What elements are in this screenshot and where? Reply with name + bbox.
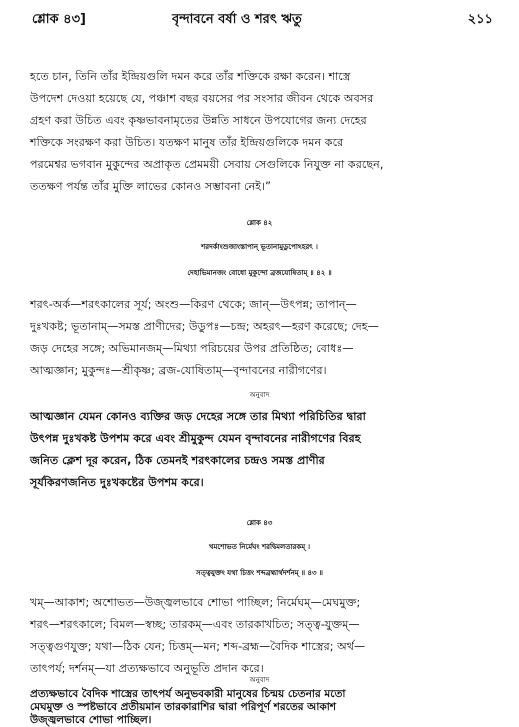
translation-line: সূর্যকিরণজনিত দুঃখকষ্টের উপশম করে।: [30, 476, 204, 489]
verse-text-line: সত্ত্বযুক্তং যথা চিত্তং শব্দব্রহ্মার্থদর্শনম্‌ ॥ ৪৩ ॥: [196, 569, 323, 577]
translation-line: প্রত্যক্ষভাবে বৈদিক শাস্ত্রের তাৎপর্য অনুভবকারী মানুষের চিন্ময় চেতনার মতো: [30, 688, 346, 700]
purport-line: গ্রহণ করা উচিত এবং কৃষ্ণভাবনামৃতের উন্নতি সাধনে উপযোগের জন্য দেহের: [30, 114, 367, 127]
page-number: ২১১: [467, 12, 493, 27]
header-chapter-title: বৃন্দাবনে বর্ষা ও শরৎ ঋতু: [172, 12, 302, 27]
synonyms-line: তাৎপর্য; দর্শনম্‌—যা প্রত্যক্ষভাবে অনুভূতি প্রদান করে।: [30, 662, 264, 675]
synonyms-line: শরৎ-অর্ক—শরৎকালের সূর্য; অংশু—কিরণ থেকে; জান্‌—উৎপন্ন; তাপান্‌—: [30, 298, 357, 311]
purport-line: হতে চান, তিনি তাঁর ইন্দ্রিয়গুলি দমন করে তাঁর শক্তিকে রক্ষা করেন। শাস্ত্রে: [30, 70, 351, 83]
synonyms-line: দুঃখকষ্ট; ভূতানাম্‌—সমস্ত প্রাণীদের; উডুপঃ—চন্দ্র; অহরৎ—হরণ করেছে; দেহ—: [30, 320, 379, 333]
purport-line: পরমেশ্বর ভগবান মুকুন্দের অপ্রাকৃত প্রেমময়ী সেবায় সেগুলিকে নিযুক্ত না করছেন,: [30, 158, 384, 171]
header-verse-ref: শ্লোক ৪৩]: [32, 12, 86, 27]
purport-line: শক্তিকে সংরক্ষণ করা উচিত। যতক্ষণ মানুষ তাঁর ইন্দ্রিয়গুলিকে দমন করে: [30, 136, 344, 149]
translation-heading: অনুবাদ: [249, 676, 270, 684]
verse-text-line: খমশোভত নির্মেঘং শরদ্বিমলতারকম্‌ ।: [208, 543, 311, 551]
synonyms-line: শরৎ—শরৎকালে; বিমল—স্বচ্ছ; তারকম্‌—এবং তারকাখচিত; সত্ত্ব-যুক্তম্‌—: [30, 618, 360, 631]
verse-text-line: দেহাভিমানজং বোধো মুকুন্দো ব্রজযোষিতাম্‌ ॥ ৪২ ॥: [187, 269, 332, 277]
purport-line: উপদেশ দেওয়া হয়েছে যে, পঞ্চাশ বছর বয়সের পর সংসার জীবন থেকে অবসর: [30, 92, 374, 105]
running-header: [32, 10, 493, 32]
verse-text-line: শরদর্কাংশুজাংস্তাপান্‌ ভূতানামুডুপোঽহরৎ ।: [201, 243, 318, 251]
translation-line: মেঘমুক্ত ও স্পষ্টভাবে প্রতীয়মান তারকারাশির দ্বারা পরিপূর্ণ শরতের আকাশ: [30, 701, 336, 713]
translation-heading: অনুবাদ: [249, 391, 270, 399]
verse-heading: শ্লোক ৪২: [246, 219, 273, 227]
synonyms-line: জড় দেহের সঙ্গে; অভিমানজম্‌—মিথ্যা পরিচয়ের উপর প্রতিষ্ঠিত; বোধঃ—: [30, 342, 354, 355]
synonyms-line: খম্‌—আকাশ; অশোভত—উজ্জ্বলভাবে শোভা পাচ্ছিল; নির্মেঘম্‌—মেঘমুক্ত;: [30, 596, 361, 609]
purport-line: ততক্ষণ পর্যন্ত তাঁর মুক্তি লাভের কোনও সম্ভাবনা নেই।”: [30, 180, 271, 193]
translation-line: উজ্জ্বলভাবে শোভা পাচ্ছিল।: [30, 714, 152, 726]
translation-line: আত্মজ্ঞান যেমন কোনও ব্যক্তির জড় দেহের সঙ্গে তার মিথ্যা পরিচিতির দ্বারা: [30, 410, 366, 423]
translation-line: জনিত ক্লেশ দূর করেন, ঠিক তেমনই শরৎকালের চন্দ্রও সমস্ত প্রাণীর: [30, 454, 325, 467]
verse-heading: শ্লোক ৪৩: [246, 519, 273, 527]
synonyms-line: আত্মজ্ঞান; মুকুন্দঃ—শ্রীকৃষ্ণ; ব্রজ-যোষিতাম্‌—বৃন্দাবনের নারীগণের।: [30, 364, 327, 377]
translation-line: উৎপন্ন দুঃখকষ্ট উপশম করে এবং শ্রীমুকুন্দ যেমন বৃন্দাবনের নারীগণের বিরহ: [30, 432, 361, 445]
synonyms-line: সত্ত্বগুণযুক্ত; যথা—ঠিক যেন; চিত্তম্‌—মন; শব্দ-ব্রহ্ম—বৈদিক শাস্ত্রের; অর্থ—: [30, 640, 366, 653]
